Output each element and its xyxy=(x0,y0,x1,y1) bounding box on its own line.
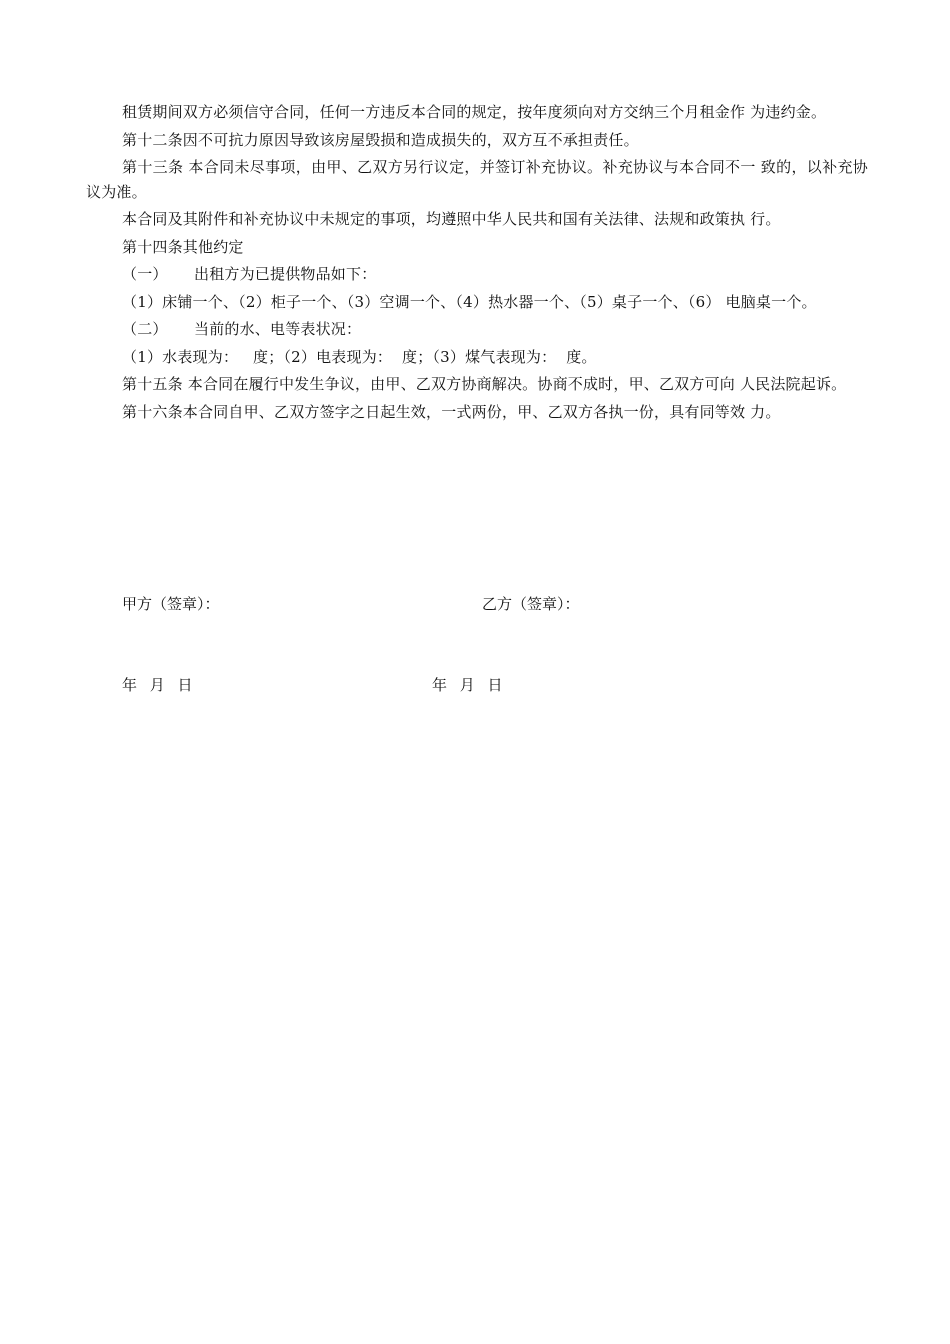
meter-readings: （1）水表现为： 度；（2）电表现为： 度；（3）煤气表现为： 度。 xyxy=(122,347,597,366)
clause-thirteen: 第十三条 本合同未尽事项，由甲、乙双方另行议定，并签订补充协议。补充协议与本合同不一 致的，以补充协议为准。 xyxy=(86,158,868,201)
party-a-date: 年 月 日 xyxy=(122,676,193,694)
party-a-signature-label: 甲方（签章）： xyxy=(122,595,220,613)
item-two-text: 当前的水、电等表状况： xyxy=(194,320,362,338)
item-two-number: （二） xyxy=(122,320,168,338)
clause-fourteen-heading: 第十四条其他约定 xyxy=(122,237,244,256)
party-b-signature-label: 乙方（签章）： xyxy=(482,595,580,613)
clause-twelve: 第十二条因不可抗力原因导致该房屋毁损和造成损失的，双方互不承担责任。 xyxy=(122,130,639,149)
item-one-number: （一） xyxy=(122,265,168,283)
item-two xyxy=(86,317,868,342)
clause-laws: 本合同及其附件和补充协议中未规定的事项，均遵照中华人民共和国有关法律、法规和政策执 行。 xyxy=(122,210,781,228)
clause-sixteen: 第十六条本合同自甲、乙双方签字之日起生效，一式两份，甲、乙双方各执一份，具有同等效 力。 xyxy=(122,402,781,421)
clause-fifteen: 第十五条 本合同在履行中发生争议，由甲、乙双方协商解决。协商不成时，甲、乙双方可向 人民法院起诉。 xyxy=(122,375,847,393)
item-one xyxy=(86,262,868,287)
party-b-date: 年 月 日 xyxy=(432,676,503,694)
item-one-text: 出租方为已提供物品如下： xyxy=(194,265,377,283)
provided-items-list: （1）床铺一个、（2）柜子一个、（3）空调一个、（4）热水器一个、（5）桌子一个、（6） 电脑桌一个。 xyxy=(122,292,817,311)
contract-body xyxy=(86,100,868,427)
clause-breach-penalty: 租赁期间双方必须信守合同，任何一方违反本合同的规定，按年度须向对方交纳三个月租金作 为违约金。 xyxy=(122,103,827,121)
